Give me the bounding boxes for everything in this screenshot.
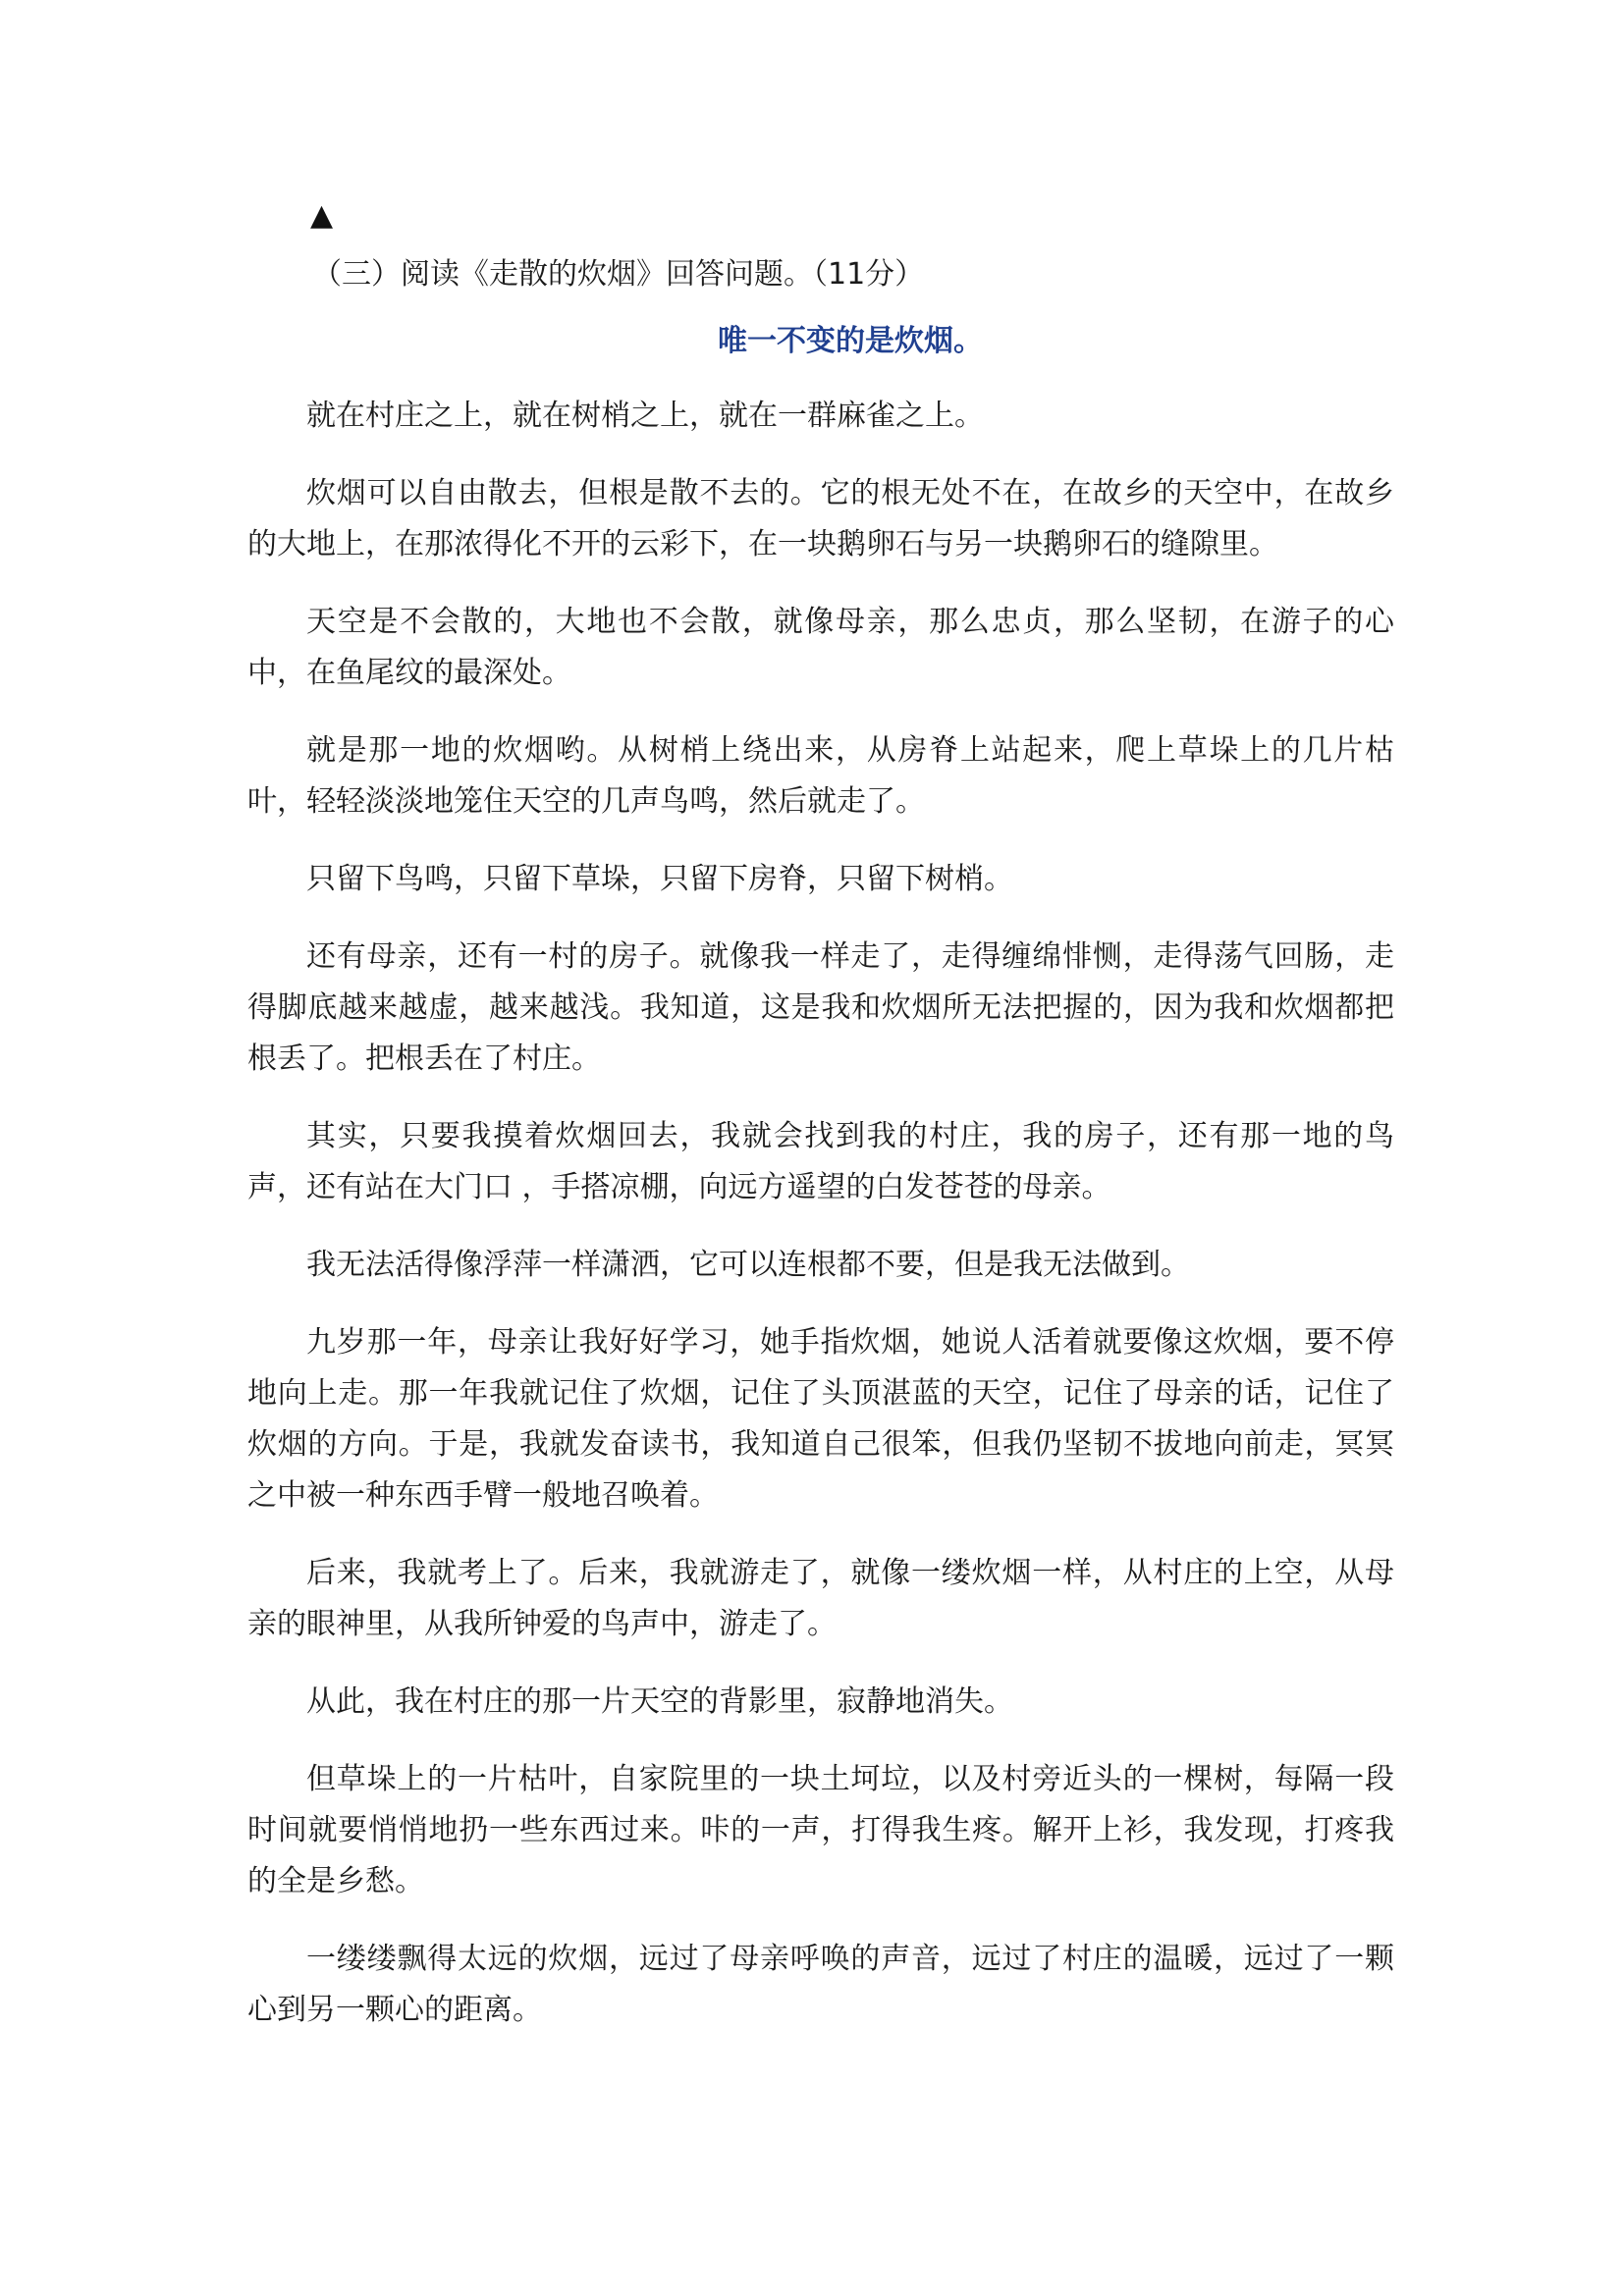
paragraph-3: 天空是不会散的，大地也不会散，就像母亲，那么忠贞，那么坚韧，在游子的心中，在鱼尾纹的最深处。 (247, 605, 1394, 690)
document-body (247, 196, 1394, 2062)
paragraph-5: 只留下鸟鸣，只留下草垛，只留下房脊，只留下树梢。 (306, 862, 1013, 896)
paragraph-13: 一缕缕飘得太远的炊烟，远过了母亲呼唤的声音，远过了村庄的温暖，远过了一颗心到另一颗心的距离。 (247, 1942, 1394, 2027)
paragraph-11: 从此，我在村庄的那一片天空的背影里，寂静地消失。 (306, 1684, 1013, 1719)
triangle-marker-icon: ▲ (310, 198, 334, 233)
section-heading: （三）阅读《走散的炊烟》回答问题。（11分） (312, 257, 925, 292)
paragraph-12: 但草垛上的一片枯叶，自家院里的一块土坷垃，以及村旁近头的一棵树，每隔一段时间就要悄悄地扔一些东西过来。咔的一声，打得我生疼。解开上衫，我发现，打疼我的全是乡愁。 (247, 1762, 1394, 1898)
paragraph-9: 九岁那一年，母亲让我好好学习，她手指炊烟，她说人活着就要像这炊烟，要不停地向上走。那一年我就记住了炊烟，记住了头顶湛蓝的天空，记住了母亲的话，记住了炊烟的方向。于是，我就发奋读书，我知道自己很笨，但我仍坚韧不拔地向前走，冥冥之中被一种东西手臂一般地召唤着。 (247, 1325, 1394, 1513)
paragraph-2: 炊烟可以自由散去，但根是散不去的。它的根无处不在，在故乡的天空中，在故乡的大地上，在那浓得化不开的云彩下，在一块鹅卵石与另一块鹅卵石的缝隙里。 (247, 476, 1394, 561)
paragraph-10: 后来，我就考上了。后来，我就游走了，就像一缕炊烟一样，从村庄的上空，从母亲的眼神里，从我所钟爱的鸟声中，游走了。 (247, 1556, 1394, 1641)
article-subtitle: 唯一不变的是炊烟。 (718, 324, 983, 358)
paragraph-6: 还有母亲，还有一村的房子。就像我一样走了，走得缠绵悱恻，走得荡气回肠，走得脚底越来越虚，越来越浅。我知道，这是我和炊烟所无法把握的，因为我和炊烟都把根丢了。把根丢在了村庄。 (247, 939, 1394, 1076)
paragraph-7: 其实，只要我摸着炊烟回去，我就会找到我的村庄，我的房子，还有那一地的鸟声，还有站在大门口 ，手搭凉棚，向远方遥望的白发苍苍的母亲。 (247, 1119, 1394, 1204)
paragraph-4: 就是那一地的炊烟哟。从树梢上绕出来，从房脊上站起来，爬上草垛上的几片枯叶，轻轻淡淡地笼住天空的几声鸟鸣，然后就走了。 (247, 733, 1394, 819)
paragraph-1: 就在村庄之上，就在树梢之上，就在一群麻雀之上。 (306, 399, 984, 433)
paragraph-8: 我无法活得像浮萍一样潇洒，它可以连根都不要，但是我无法做到。 (306, 1248, 1190, 1282)
